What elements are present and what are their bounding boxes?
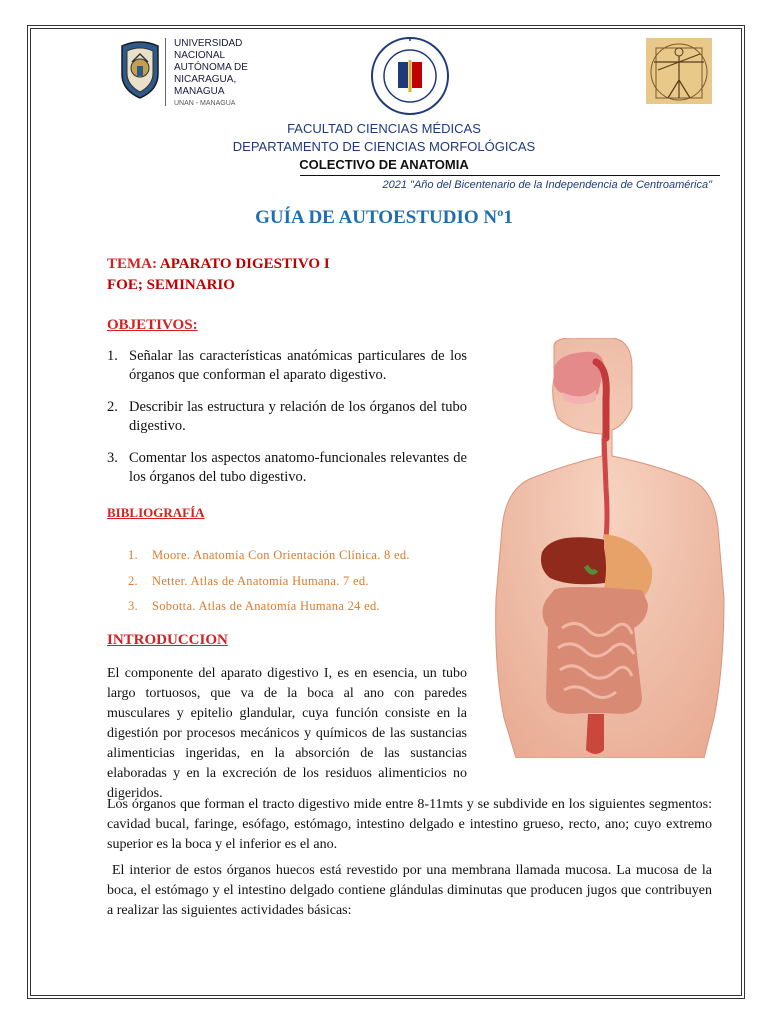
header-divider xyxy=(165,38,166,106)
item-number: 1. xyxy=(128,548,138,562)
objectives-heading: OBJETIVOS: xyxy=(107,317,198,333)
list-item xyxy=(128,543,410,569)
objectives-heading-text: OBJETIVOS xyxy=(107,317,193,333)
item-text: Describir las estructura y relación de los órganos del tubo digestivo. xyxy=(129,399,467,434)
body-paragraph: Los órganos que forman el tracto digestivo mide entre 8-11mts y se subdivide en los siguientes segmentos: cavidad bucal, faringe, esófago, estómago, intestino delgado e intestino grueso, recto, ano; cuyo extremo superior es la boca y el inferior es el ano. xyxy=(107,797,712,852)
list-item xyxy=(107,449,467,487)
item-text: Señalar las características anatómicas particulares de los órganos que conforman el aparato digestivo. xyxy=(129,348,467,383)
item-number: 3. xyxy=(107,450,118,466)
item-number: 2. xyxy=(107,399,118,415)
body-paragraph: El interior de estos órganos huecos está revestido por una membrana llamada mucosa. La mucosa de la boca, el estómago y el intestino delgado contiene glándulas diminutas que producen jugos que contribuyen a realizar las siguientes actividades básicas: xyxy=(107,863,716,918)
vitruvian-man-logo xyxy=(644,36,714,106)
intro-paragraph: El componente del aparato digestivo I, es en esencia, un tubo largo tortuosos, que va de la boca al ano con paredes musculares y epitelio glandular, cuya función consiste en la digestión por procesos mecánicos y químicos de las sustancias alimenticias ingeridas, en la absorción de las sustancias elaboradas y en la excreción de los residuos alimenticios no digeridos. xyxy=(107,666,467,801)
session-type: FOE; SEMINARIO xyxy=(107,277,235,293)
item-text: Moore. Anatomía Con Orientación Clínica. 8 ed. xyxy=(152,548,410,562)
university-line: AUTÓNOMA DE xyxy=(174,62,248,73)
topic-label: TEMA: xyxy=(107,256,160,272)
bibliography-list xyxy=(128,543,410,620)
university-name xyxy=(174,38,248,110)
unan-crest-logo xyxy=(118,40,162,100)
university-line: NICARAGUA, xyxy=(174,74,237,85)
list-item xyxy=(128,569,410,595)
year-motto: 2021 "Año del Bicentenario de la Independencia de Centroamérica" xyxy=(382,179,712,191)
item-text: Comentar los aspectos anatomo-funcionales relevantes de los órganos del tubo digestivo. xyxy=(129,450,467,485)
bibliography-heading: BIBLIOGRAFÍA xyxy=(107,505,205,520)
item-number: 1. xyxy=(107,348,118,364)
item-text: Netter. Atlas de Anatomía Humana. 7 ed. xyxy=(152,573,369,588)
page-title: GUÍA DE AUTOESTUDIO Nº1 xyxy=(255,207,513,228)
department-name: DEPARTAMENTO DE CIENCIAS MORFOLÓGICAS xyxy=(232,139,536,154)
list-item xyxy=(107,347,467,385)
topic-value: APARATO DIGESTIVO I xyxy=(159,256,330,272)
objectives-list xyxy=(107,347,467,500)
item-text: Sobotta. Atlas de Anatomía Humana 24 ed. xyxy=(152,599,380,613)
list-item xyxy=(107,398,467,436)
digestive-system-illustration xyxy=(492,338,726,758)
introduction-heading: INTRODUCCION xyxy=(107,632,228,648)
collective-name: COLECTIVO DE ANATOMIA xyxy=(299,157,469,172)
university-abbrev: UNAN - MANAGUA xyxy=(174,100,236,107)
faculty-name: FACULTAD CIENCIAS MÉDICAS xyxy=(287,121,481,136)
university-line: MANAGUA xyxy=(174,86,225,97)
header-rule xyxy=(300,175,720,176)
university-line: NACIONAL xyxy=(174,50,226,61)
topic-block xyxy=(107,254,330,296)
university-line: UNIVERSIDAD xyxy=(174,38,243,49)
faculty-seal-logo xyxy=(370,36,450,116)
item-number: 3. xyxy=(128,599,138,613)
list-item xyxy=(128,594,410,620)
item-number: 2. xyxy=(128,573,138,588)
